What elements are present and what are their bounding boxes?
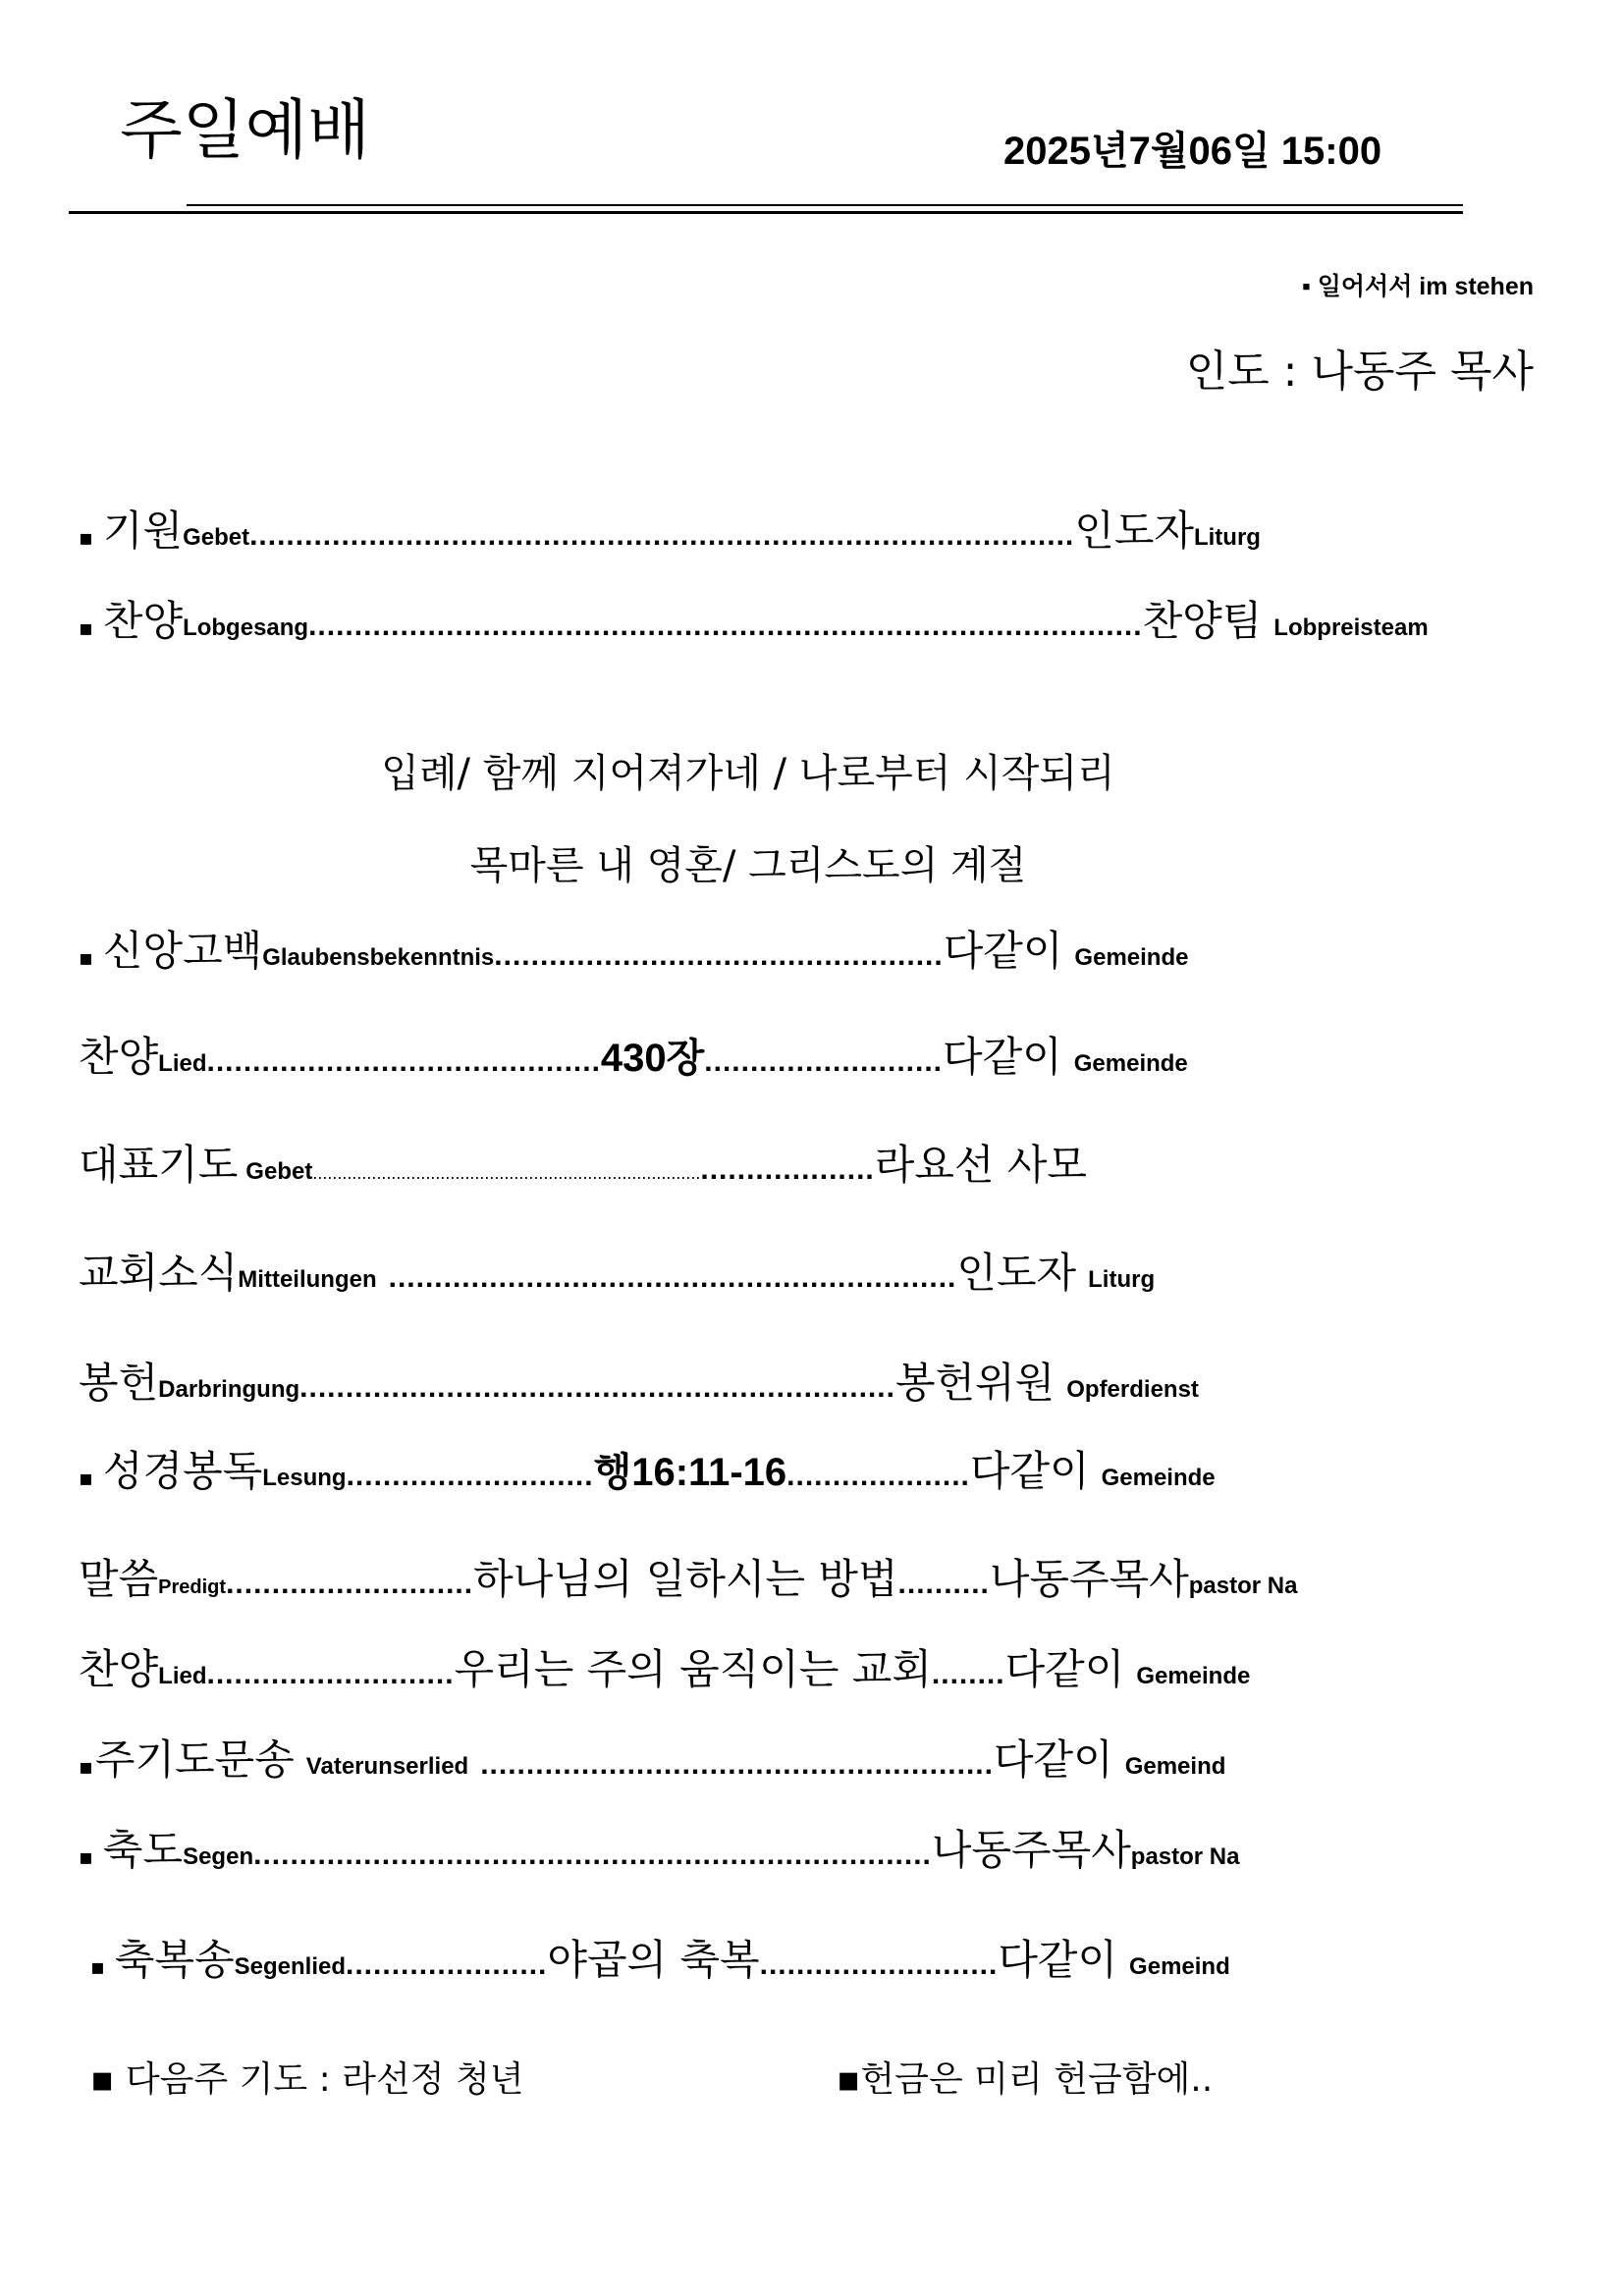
item-person: 찬양팀: [1142, 597, 1263, 645]
item-label: 기원: [102, 507, 184, 555]
item-label-de: Segenlied: [234, 1953, 347, 1980]
item-label-de: Darbringung: [158, 1376, 300, 1403]
bullet: ▪: [79, 1467, 93, 1491]
item-person-de: pastor Na: [1130, 1843, 1240, 1870]
item-mitteilungen: [79, 1249, 1156, 1297]
service-date: 2025년7월06일 15:00: [1003, 130, 1382, 173]
leader-dots: ...........................: [226, 1568, 474, 1600]
item-representative-prayer: [79, 1141, 1087, 1189]
item-lesung: [79, 1447, 1216, 1495]
item-darbringung: [79, 1359, 1199, 1407]
scripture-reference: 행16:11-16: [593, 1451, 787, 1494]
item-label: 축복송: [114, 1936, 235, 1984]
item-label: 교회소식: [79, 1249, 239, 1297]
item-person-de: Gemeinde: [1136, 1663, 1251, 1689]
item-person: 다같이: [998, 1936, 1118, 1984]
page-title: 주일예배: [120, 92, 371, 168]
item-label-de: Lied: [158, 1050, 207, 1077]
item-label: 찬양: [79, 1033, 159, 1081]
item-person: 나동주목사: [931, 1826, 1131, 1874]
item-lied-1: [79, 1033, 1188, 1081]
item-segen: [79, 1826, 1240, 1874]
item-label: 성경봉독: [102, 1447, 263, 1495]
item-label: 찬양: [102, 597, 184, 645]
leader-dots: ..........................: [704, 1045, 944, 1078]
song-title: 야곱의 축복: [547, 1936, 760, 1984]
item-label: 축도: [102, 1826, 184, 1874]
item-person: 라요선 사모: [874, 1141, 1087, 1189]
song-title: 우리는 주의 움직이는 교회: [454, 1645, 932, 1693]
header-rule-top: [187, 204, 1463, 206]
item-predigt: [79, 1555, 1298, 1603]
item-label: 신앙고백: [102, 927, 263, 975]
leader-dots: ..........................................................................................: [249, 519, 1075, 552]
item-label-de: Segen: [183, 1843, 254, 1870]
item-vaterunserlied: [79, 1735, 1226, 1784]
item-label-de: Gebet: [183, 524, 250, 551]
leader-dots: ........................................................: [480, 1748, 994, 1781]
bullet: ▪: [79, 526, 93, 551]
item-person-de: Gemeinde: [1073, 1050, 1188, 1077]
item-gebet: [79, 507, 1261, 555]
leader-dots: ......................: [346, 1949, 548, 1981]
leader-dots: ...........................: [346, 1460, 594, 1492]
item-person-de: Gemeinde: [1101, 1465, 1216, 1491]
song-list-line-1: 입례/ 함께 지어져가네 / 나로부터 시작되리: [381, 751, 1115, 796]
item-person-de: Liturg: [1088, 1266, 1156, 1293]
bullet: ▪: [90, 1955, 105, 1980]
item-person: 인도자: [956, 1249, 1077, 1297]
item-person: 다같이: [993, 1735, 1113, 1784]
bullet: ▪: [79, 946, 93, 971]
leader-dots: ...........................: [206, 1658, 455, 1690]
item-label: 주기도문송: [94, 1735, 295, 1784]
item-person: 다같이: [1004, 1645, 1125, 1693]
item-lobgesang: [79, 597, 1429, 645]
leader-dots: ..............................................................: [388, 1261, 957, 1294]
bullet: ▪: [79, 616, 93, 641]
item-label-de: Lobgesang: [183, 614, 309, 641]
sermon-title: 하나님의 일하시는 방법: [473, 1555, 898, 1603]
leader-dots: ........: [931, 1658, 1005, 1690]
leader-dots: ..........................................................................: [253, 1839, 932, 1871]
song-list-line-2: 목마른 내 영혼/ 그리스도의 계절: [469, 843, 1027, 888]
item-label: 대표기도: [79, 1141, 239, 1189]
leader-dots: .................................................: [494, 939, 944, 972]
item-label-de: Lied: [158, 1663, 207, 1689]
item-segenlied: [90, 1936, 1230, 1984]
item-person-de: Gemeind: [1124, 1753, 1226, 1780]
item-lied-2: [79, 1645, 1251, 1693]
item-person-de: Gemeind: [1129, 1953, 1230, 1980]
item-label-de: Vaterunserlied: [305, 1753, 469, 1780]
header-rule-bottom: [69, 211, 1463, 214]
item-label-de: Lesung: [262, 1465, 347, 1491]
leader-dots: ..........................: [759, 1949, 999, 1981]
bullet: ▪: [79, 1845, 93, 1870]
item-glaubensbekenntnis: [79, 927, 1189, 975]
item-person: 다같이: [943, 1033, 1062, 1081]
item-person-de: Opferdienst: [1066, 1376, 1199, 1403]
leader-dots: ...................: [700, 1153, 875, 1186]
item-label-de: Gebet: [245, 1158, 313, 1185]
item-person: 다같이: [943, 927, 1063, 975]
item-label-de: Predigt: [158, 1576, 227, 1598]
item-label: 말씀: [79, 1555, 159, 1603]
item-person-de: Gemeinde: [1074, 944, 1189, 971]
item-person: 봉헌위원: [894, 1359, 1056, 1407]
leader-dots: ....................: [786, 1460, 970, 1492]
item-person: 다같이: [969, 1447, 1090, 1495]
standing-note: ▪ 일어서서 im stehen: [1301, 273, 1534, 300]
leader-dots: ..........: [897, 1568, 990, 1600]
leader-dots: .................................................................: [299, 1371, 895, 1404]
leader-line: 인도 : 나동주 목사: [1185, 347, 1534, 397]
item-person: 나동주목사: [989, 1555, 1189, 1603]
leader-dots: ...............................................................................: [312, 1163, 701, 1183]
offering-note: ▪헌금은 미리 헌금함에..: [837, 2059, 1214, 2100]
item-person: 인도자: [1074, 507, 1194, 555]
item-label: 봉헌: [79, 1359, 159, 1407]
item-person-de: pastor Na: [1188, 1573, 1298, 1599]
item-label: 찬양: [79, 1645, 159, 1693]
leader-dots: ...........................................: [206, 1045, 601, 1078]
item-person-de: Lobpreisteam: [1273, 614, 1429, 641]
item-label-de: Mitteilungen: [238, 1266, 377, 1293]
item-person-de: Liturg: [1193, 524, 1261, 551]
bullet: ▪: [79, 1755, 93, 1780]
next-week-prayer: ▪ 다음주 기도 : 라선정 청년: [90, 2059, 524, 2100]
leader-dots: ...........................................................................................: [308, 610, 1143, 642]
hymn-number: 430장: [600, 1037, 705, 1080]
item-label-de: Glaubensbekenntnis: [262, 944, 495, 971]
